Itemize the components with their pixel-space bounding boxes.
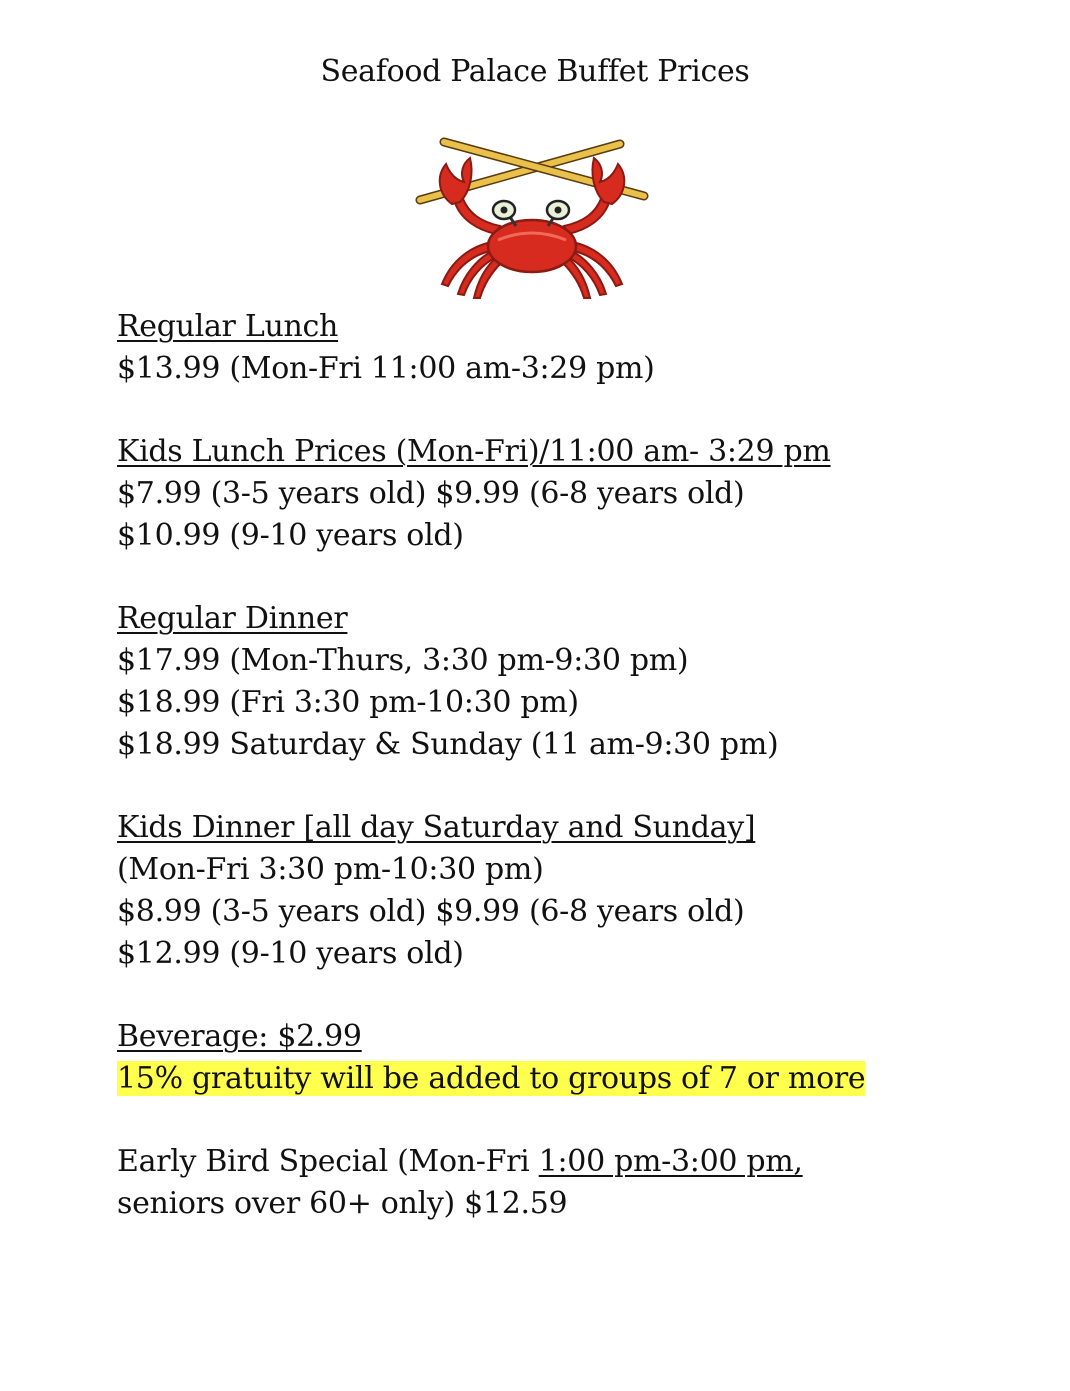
kids-lunch-heading: Kids Lunch Prices (Mon-Fri)/11:00 am- 3:29 pm — [117, 434, 831, 469]
early-bird-prefix: Early Bird Special (Mon-Fri — [117, 1144, 539, 1179]
early-bird-special — [117, 1141, 907, 1225]
page-title: Seafood Palace Buffet Prices — [320, 54, 750, 89]
price-list — [117, 306, 977, 1225]
early-bird-time: 1:00 pm-3:00 pm, — [538, 1144, 803, 1179]
regular-dinner-price-2: $18.99 (Fri 3:30 pm-10:30 pm) — [117, 685, 579, 720]
regular-dinner-heading: Regular Dinner — [117, 601, 348, 636]
regular-dinner-price-1: $17.99 (Mon-Thurs, 3:30 pm-9:30 pm) — [117, 643, 689, 678]
kids-dinner-price-1: $8.99 (3-5 years old) $9.99 (6-8 years old) — [117, 894, 745, 929]
gratuity-note-line — [117, 1058, 977, 1100]
kids-dinner-hours: (Mon-Fri 3:30 pm-10:30 pm) — [117, 852, 544, 887]
crab-with-chopsticks-illustration — [412, 134, 652, 300]
kids-lunch-price-2: $10.99 (9-10 years old) — [117, 518, 464, 553]
kids-lunch-price-1: $7.99 (3-5 years old) $9.99 (6-8 years old) — [117, 476, 745, 511]
gratuity-note: 15% gratuity will be added to groups of 7 or more — [117, 1061, 866, 1096]
early-bird-suffix: seniors over 60+ only) $12.59 — [117, 1186, 568, 1221]
regular-lunch-price: $13.99 (Mon-Fri 11:00 am-3:29 pm) — [117, 351, 655, 386]
regular-dinner-price-3: $18.99 Saturday & Sunday (11 am-9:30 pm) — [117, 727, 779, 762]
kids-dinner-heading: Kids Dinner [all day Saturday and Sunday] — [117, 810, 756, 845]
regular-lunch-heading: Regular Lunch — [117, 309, 339, 344]
beverage-price: Beverage: $2.99 — [117, 1019, 362, 1054]
kids-dinner-price-2: $12.99 (9-10 years old) — [117, 936, 464, 971]
